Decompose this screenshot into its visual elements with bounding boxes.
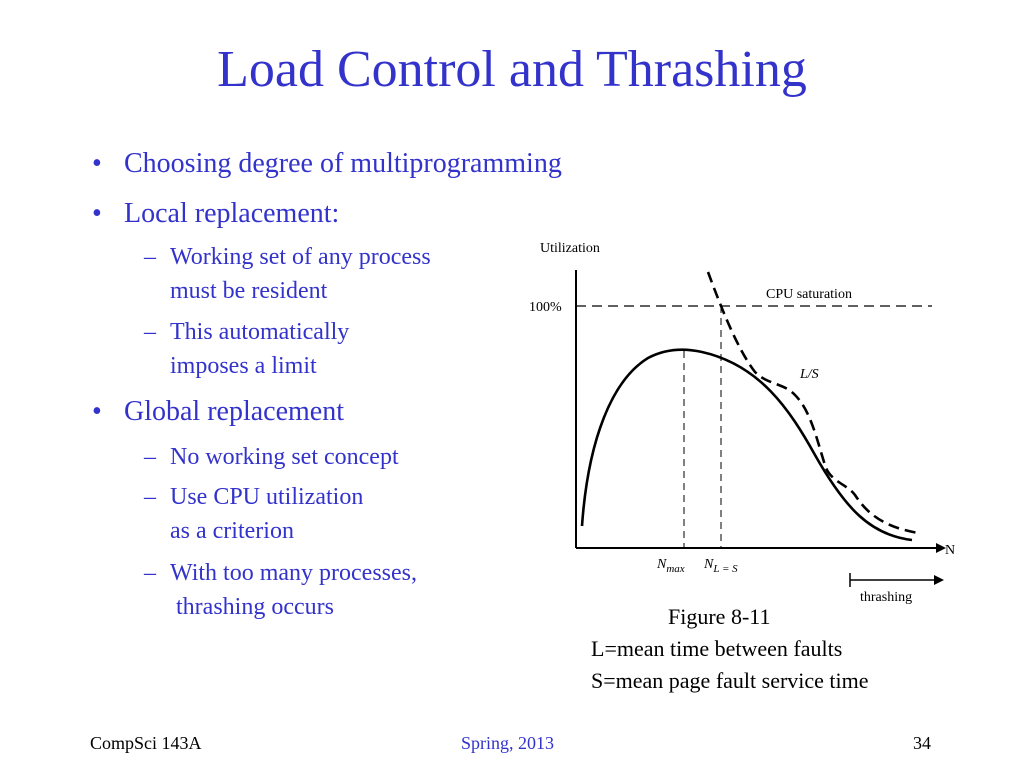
legend-l: L=mean time between faults bbox=[591, 636, 843, 661]
sub-bullet-line: This automatically bbox=[170, 319, 350, 345]
bullet-dot-icon: • bbox=[92, 198, 102, 229]
legend-s: S=mean page fault service time bbox=[591, 668, 869, 693]
sub-bullet-thrashing bbox=[144, 556, 417, 624]
sub-bullet-no-working-set bbox=[144, 440, 399, 474]
sub-bullet-dash-icon: – bbox=[144, 484, 156, 510]
figure-caption: Figure 8-11 bbox=[668, 604, 771, 629]
sub-bullet-working-set bbox=[144, 240, 431, 308]
y-tick-label: 100% bbox=[529, 300, 562, 315]
nls-subscript: L = S bbox=[713, 563, 738, 575]
sub-bullet-line: as a criterion bbox=[170, 518, 294, 544]
x-axis-label: N bbox=[945, 543, 956, 558]
cpu-saturation-label: CPU saturation bbox=[766, 287, 852, 302]
slide-title: Load Control and Thrashing bbox=[217, 41, 807, 98]
bullet-local-replacement bbox=[92, 198, 340, 230]
sub-bullet-dash-icon: – bbox=[144, 560, 156, 586]
nls-label bbox=[703, 557, 738, 575]
sub-bullet-line: With too many processes, bbox=[170, 560, 417, 586]
bullet-multiprogramming bbox=[92, 148, 562, 180]
ls-curve-label: L/S bbox=[800, 367, 819, 382]
footer-term: Spring, 2013 bbox=[461, 733, 555, 753]
thrashing-label: thrashing bbox=[860, 590, 913, 605]
bullet-dot-icon: • bbox=[92, 148, 102, 179]
footer-course: CompSci 143A bbox=[90, 733, 202, 753]
utilization-curve bbox=[582, 350, 912, 540]
sub-bullet-line: No working set concept bbox=[170, 444, 399, 470]
sub-bullet-line: Use CPU utilization bbox=[170, 484, 364, 510]
sub-bullet-line: imposes a limit bbox=[170, 353, 317, 379]
bullet-global-replacement bbox=[92, 396, 345, 428]
bullet-text: Choosing degree of multiprogramming bbox=[124, 148, 562, 179]
thrashing-arrow-icon bbox=[934, 575, 944, 585]
sub-bullet-cpu-utilization bbox=[144, 480, 364, 548]
sub-bullet-line: must be resident bbox=[170, 278, 328, 304]
sub-bullet-line: Working set of any process bbox=[170, 244, 431, 270]
nmax-label bbox=[656, 557, 685, 575]
bullet-text: Local replacement: bbox=[124, 198, 340, 229]
bullet-dot-icon: • bbox=[92, 396, 102, 427]
nmax-base: N bbox=[657, 557, 667, 572]
sub-bullet-dash-icon: – bbox=[144, 319, 156, 345]
nmax-subscript: max bbox=[666, 563, 685, 575]
footer-page-number: 34 bbox=[913, 733, 931, 753]
sub-bullet-dash-icon: – bbox=[144, 244, 156, 270]
nls-base: N bbox=[704, 557, 714, 572]
sub-bullet-line: thrashing occurs bbox=[170, 594, 334, 620]
ls-curve bbox=[708, 272, 918, 533]
y-axis-label: Utilization bbox=[540, 241, 600, 256]
sub-bullet-automatic-limit bbox=[144, 315, 350, 383]
bullet-text: Global replacement bbox=[124, 396, 345, 427]
utilization-figure bbox=[520, 232, 960, 612]
sub-bullet-dash-icon: – bbox=[144, 444, 156, 470]
